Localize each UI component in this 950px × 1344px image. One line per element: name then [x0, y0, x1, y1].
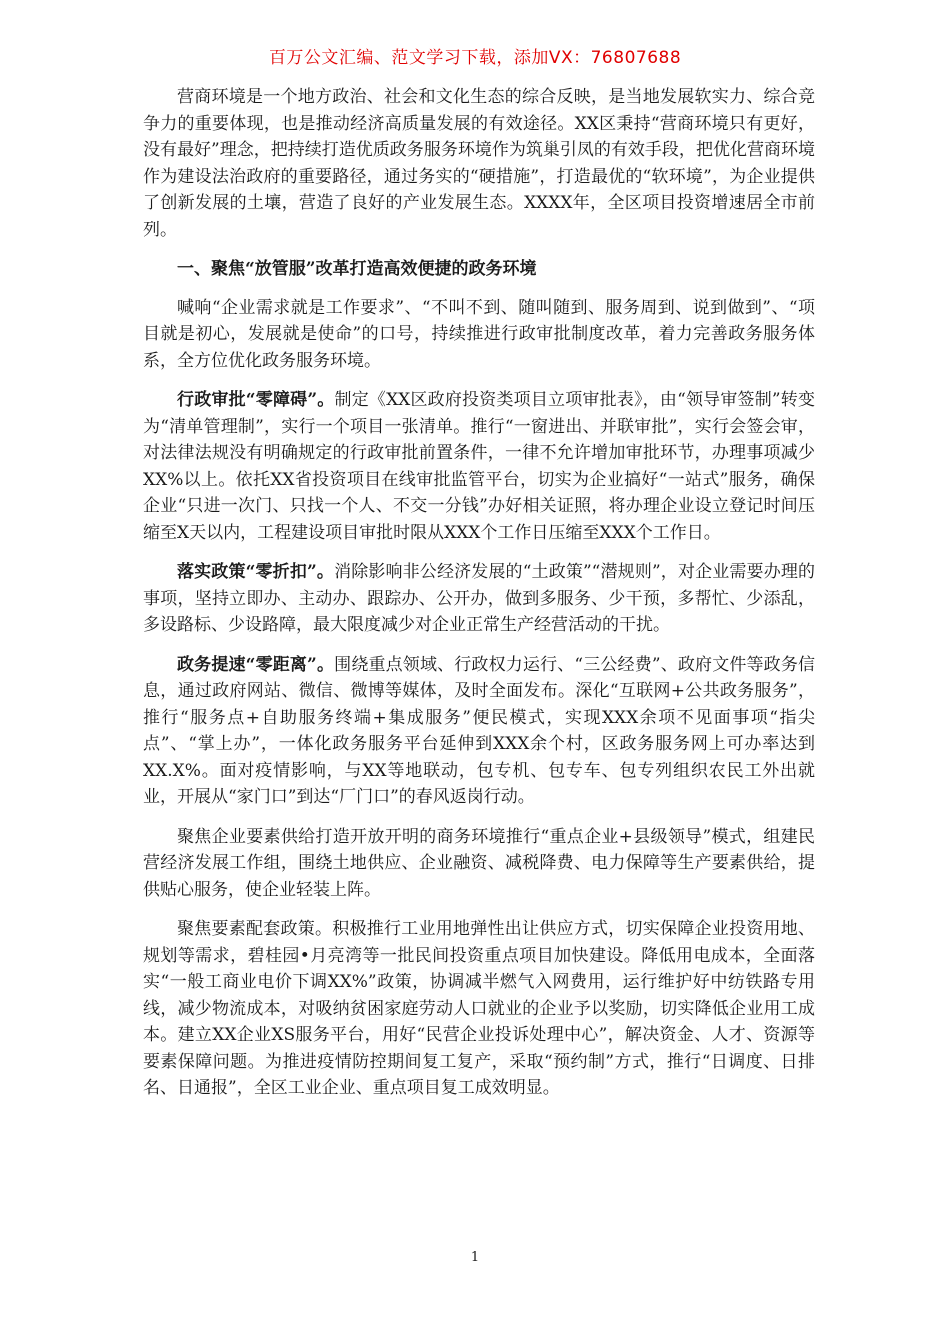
gov-service-body: 围绕重点领域、行政权力运行、“三公经费”、政府文件等政务信息，通过政府网站、微信、微博等媒体，及时全面发布。深化“互联网+公共政务服务”，推行“服务点+自助服务终端+集成服务”便民模式，实现XXX余项不见面事项“指尖点”、“掌上办”，一体化政务服务平台延伸到XXX余个村，区政务服务网上可办率达到XX.X%。面对疫情影响，与XX等地联动，包专机、包专车、包专列组织农民工外出就业，开展从“家门口”到达“厂门口”的春风返岗行动。: [143, 654, 815, 807]
policy-body: 消除影响非公经济发展的“土政策”“潜规则”，对企业需要办理的事项，坚持立即办、主动办、跟踪办、公开办，做到多服务、少干预，多帮忙、少添乱，多设路标、少设路障，最大限度减少对企业正常生产经营活动的干扰。: [143, 562, 816, 635]
gov-service-lead: 政务提速“零距离”。: [177, 654, 335, 675]
section-intro-paragraph: 喊响“企业需求就是工作要求”、“不叫不到、随叫随到、服务周到、说到做到”、“项目就是初心，发展就是使命”的口号，持续推进行政审批制度改革，着力完善政务服务体系，全方位优化政务服务环境。: [143, 297, 815, 371]
policy-paragraph: [143, 559, 815, 639]
page-number: 1: [470, 1250, 480, 1265]
supporting-policy-paragraph: 聚焦要素配套政策。积极推行工业用地弹性出让供应方式，切实保障企业投资用地、规划等需求，碧桂园•月亮湾等一批民间投资重点项目加快建设。降低用电成本，全面落实“一般工商业电价下调XX%”政策，协调减半燃气入网费用，运行维护好中纺铁路专用线，减少物流成本，对吸纳贫困家庭劳动人口就业的企业予以奖励，切实降低企业用工成本。建立XX企业XS服务平台，用好“民营企业投诉处理中心”，解决资金、人才、资源等要素保障问题。为推进疫情防控期间复工复产，采取“预约制”方式，推行“日调度、日排名、日通报”，全区工业企业、重点项目复工成效明显。: [143, 919, 815, 1098]
document-body: [143, 84, 815, 1115]
admin-approval-body: 制定《XX区政府投资类项目立项审批表》，由“领导审签制”转变为“清单管理制”，实行一个项目一张清单。推行“一窗进出、并联审批”，实行会签会审，对法律法规没有明确规定的行政审批前置条件，一律不允许增加审批环节，办理事项减少XX%以上。依托XX省投资项目在线审批监管平台，切实为企业搞好“一站式”服务，确保企业“只进一次门、只找一个人、不交一分钱”办好相关证照，将办理企业设立登记时间压缩至X天以内，工程建设项目审批时限从XXX个工作日压缩至XXX个工作日。: [143, 390, 815, 543]
intro-paragraph: 营商环境是一个地方政治、社会和文化生态的综合反映，是当地发展软实力、综合竞争力的重要体现，也是推动经济高质量发展的有效途径。XX区秉持“营商环境只有更好，没有最好”理念，把持续打造优质政务服务环境作为筑巢引凤的有效手段，把优化营商环境作为建设法治政府的重要路径，通过务实的“硬措施”，打造最优的“软环境”，为企业提供了创新发展的土壤，营造了良好的产业发展生态。XXXX年，全区项目投资增速居全市前列。: [143, 87, 815, 240]
admin-approval-paragraph: [143, 387, 815, 546]
download-banner: 百万公文汇编、范文学习下载，添加VX：76807688: [268, 48, 682, 68]
section-heading: 一、聚焦“放管服”改革打造高效便捷的政务环境: [177, 259, 537, 279]
business-environment-paragraph: 聚焦企业要素供给打造开放开明的商务环境推行“重点企业+县级领导”模式，组建民营经济发展工作组，围绕土地供应、企业融资、减税降费、电力保障等生产要素供给，提供贴心服务，使企业轻装上阵。: [143, 826, 815, 900]
admin-approval-lead: 行政审批“零障碍”。: [177, 390, 335, 410]
gov-service-paragraph: [143, 652, 815, 811]
policy-lead: 落实政策“零折扣”。: [177, 562, 335, 582]
